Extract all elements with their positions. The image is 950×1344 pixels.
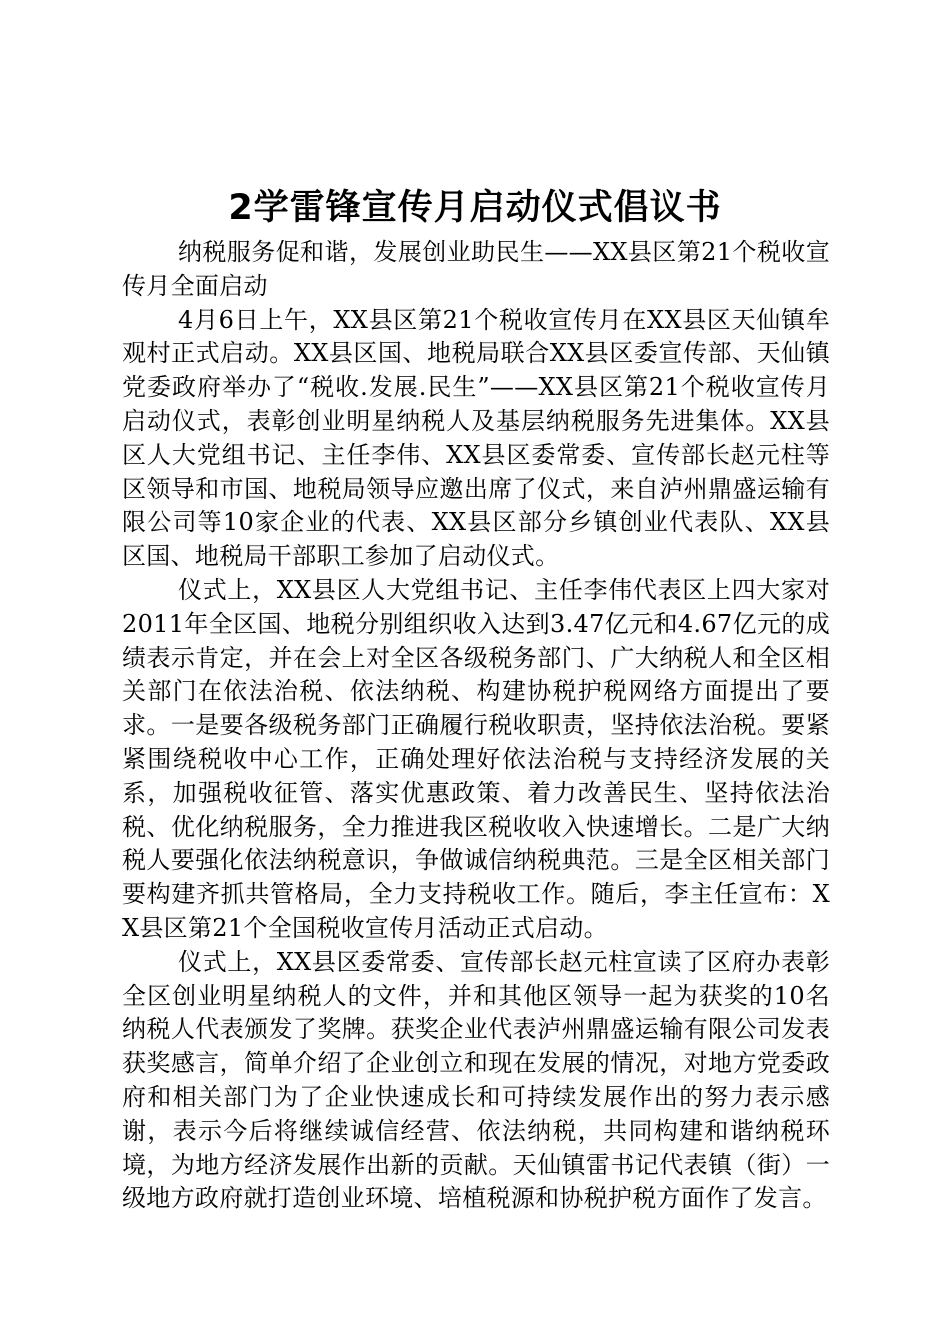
- document-title: 2学雷锋宣传月启动仪式倡议书: [228, 188, 722, 228]
- body-paragraph-awards: 仪式上，XX县区委常委、宣传部长赵元柱宣读了区府办表彰全区创业明星纳税人的文件，并和其他区领导一起为获奖的10名纳税人代表颁发了奖牌。获奖企业代表泸州鼎盛运输有限公司发表获奖感言，简单介绍了企业创立和现在发展的情况，对地方党委政府和相关部门为了企业快速成长和可持续发展作出的努力表示感谢，表示今后将继续诚信经营、依法纳税，共同构建和谐纳税环境，为地方经济发展作出新的贡献。天仙镇雷书记代表镇（街）一级地方政府就打造创业环境、培植税源和协税护税方面作了发言。: [122, 947, 830, 1213]
- body-paragraph-subtitle: 纳税服务促和谐，发展创业助民生——XX县区第21个税收宣传月全面启动: [122, 238, 830, 300]
- body-paragraph-speech: 仪式上，XX县区人大党组书记、主任李伟代表区上四大家对2011年全区国、地税分别组织收入达到3.47亿元和4.67亿元的成绩表示肯定，并在会上对全区各级税务部门、广大纳税人和全区相关部门在依法治税、依法纳税、构建协税护税网络方面提出了要求。一是要各级税务部门正确履行税收职责，坚持依法治税。要紧紧围绕税收中心工作，正确处理好依法治税与支持经济发展的关系，加强税收征管、落实优惠政策、着力改善民生、坚持依法治税、优化纳税服务，全力推进我区税收收入快速增长。二是广大纳税人要强化依法纳税意识，争做诚信纳税典范。三是全区相关部门要构建齐抓共管格局，全力支持税收工作。随后，李主任宣布：XX县区第21个全国税收宣传月活动正式启动。: [122, 575, 830, 942]
- document-body: [122, 236, 830, 1216]
- body-paragraph-launch: 4月6日上午，XX县区第21个税收宣传月在XX县区天仙镇牟观村正式启动。XX县区国、地税局联合XX县区委宣传部、天仙镇党委政府举办了“税收.发展.民生”——XX县区第21个税收宣传月启动仪式，表彰创业明星纳税人及基层纳税服务先进集体。XX县区人大党组书记、主任李伟、XX县区委常委、宣传部长赵元柱等区领导和市国、地税局领导应邀出席了仪式，来自泸州鼎盛运输有限公司等10家企业的代表、XX县区部分乡镇创业代表队、XX县区国、地税局干部职工参加了启动仪式。: [122, 305, 830, 571]
